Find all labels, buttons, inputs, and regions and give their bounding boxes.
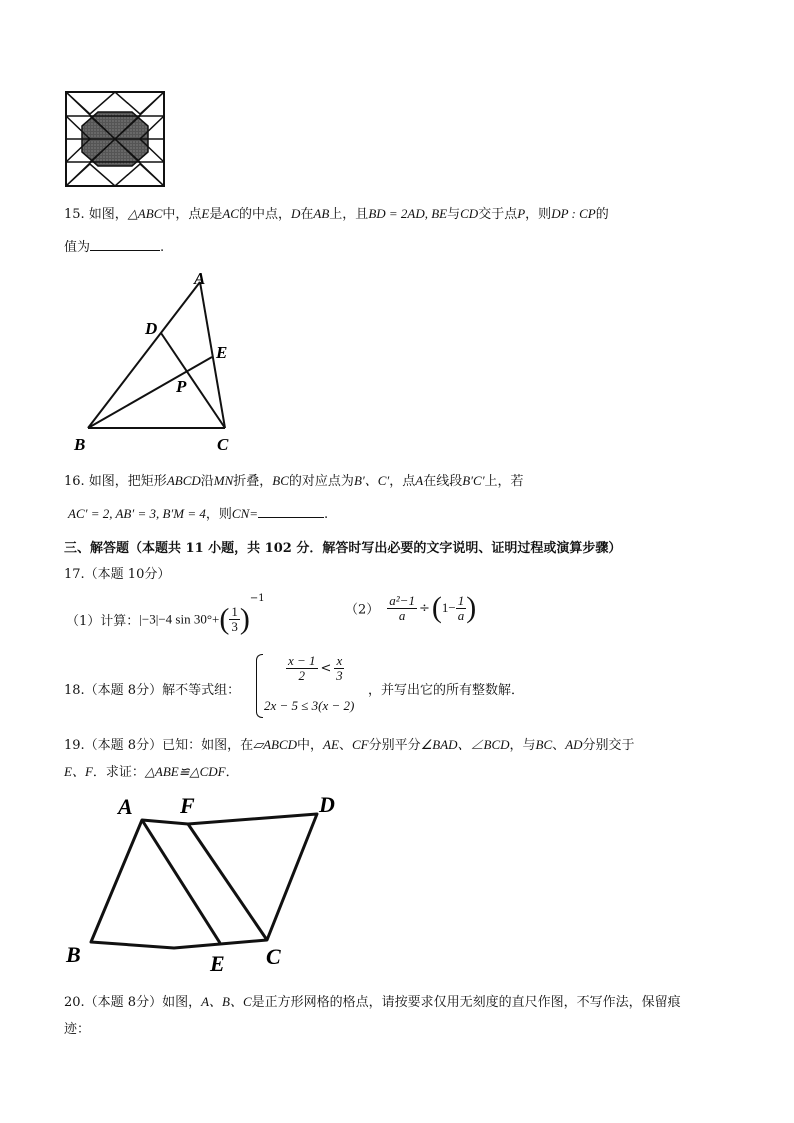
q20-line1: 20.（本题 8分）如图，A、B、C是正方形网格的格点，请按要求仅用无刻度的直尺作图，不写作法，保留痕 [64, 994, 681, 1010]
q18-heading: 18.（本题 8分）解不等式组： [64, 683, 241, 698]
fraction: $\frac{1}{a}$ [457, 592, 465, 623]
label-P: P [176, 377, 187, 396]
fraction: $\frac{1}{3}$ [231, 604, 238, 634]
q20-line2: 迹： [64, 1022, 91, 1037]
label-F: F [180, 793, 195, 818]
label-A: A [194, 269, 206, 288]
fraction: $\frac{x - 1}{2}$ [288, 653, 316, 683]
q18-inequality2: 2x − 5 ≤ 3(x − 2) [264, 698, 355, 713]
label-E: E [216, 343, 228, 362]
answer-blank[interactable] [258, 505, 324, 518]
label-A: A [118, 794, 133, 819]
section-3-heading: 三、解答题（本题共 11 小题，共 102 分．解答时写出必要的文字说明、证明过程或演算步骤） [64, 541, 622, 556]
q18-tail: ，并写出它的所有整数解． [368, 683, 525, 698]
q16-line1: 16. 如图，把矩形ABCD沿MN折叠，BC的对应点为B′、C′，点A在线段B′C′上，若 [64, 473, 524, 489]
q17-part2: （2） $\frac{\text{a²−1}}{a}$ ÷(1− $\frac{1}{a}$ ) [345, 591, 477, 624]
q15-line1: 15. 如图，△ABC中，点E是AC的中点，D在AB上，且BD = 2AD, BE与CD交于点P，则DP : CP的 [64, 206, 609, 222]
answer-blank[interactable] [90, 238, 160, 251]
label-E: E [210, 951, 225, 975]
fraction: $\frac{x}{3}$ [336, 653, 343, 683]
q19-line1: 19.（本题 8分）已知：如图，在▱ABCD中，AE、CF分别平分∠BAD、∠BCD，与BC、AD分别交于 [64, 737, 635, 753]
q15-line2: 值为 . [64, 240, 165, 255]
label-C: C [266, 944, 281, 969]
triangle-abc-figure [70, 268, 250, 458]
label-C: C [217, 435, 229, 454]
q18-inequality1: $\frac{x - 1}{2}$ < $\frac{x}{3}$ [288, 653, 343, 683]
label-B: B [66, 942, 81, 967]
label-D: D [319, 792, 335, 817]
label-B: B [74, 435, 86, 454]
q16-line2: AC′ = 2, AB′ = 3, B′M = 4，则CN= . [68, 506, 329, 522]
parallelogram-figure [64, 790, 354, 975]
q17-part1: （1）计算：|−3|−4 sin 30°+( $\frac{1}{3}$ )$^{-1}$ [66, 593, 265, 636]
q18-brace [256, 654, 263, 718]
folded-square-figure [64, 90, 166, 188]
q17-heading: 17.（本题 10分） [64, 567, 171, 582]
label-D: D [145, 319, 158, 338]
q19-line2: E、F．求证：△ABE≌△CDF． [64, 764, 239, 780]
fraction: $\frac{\text{a²−1}}{a}$ [389, 592, 415, 623]
